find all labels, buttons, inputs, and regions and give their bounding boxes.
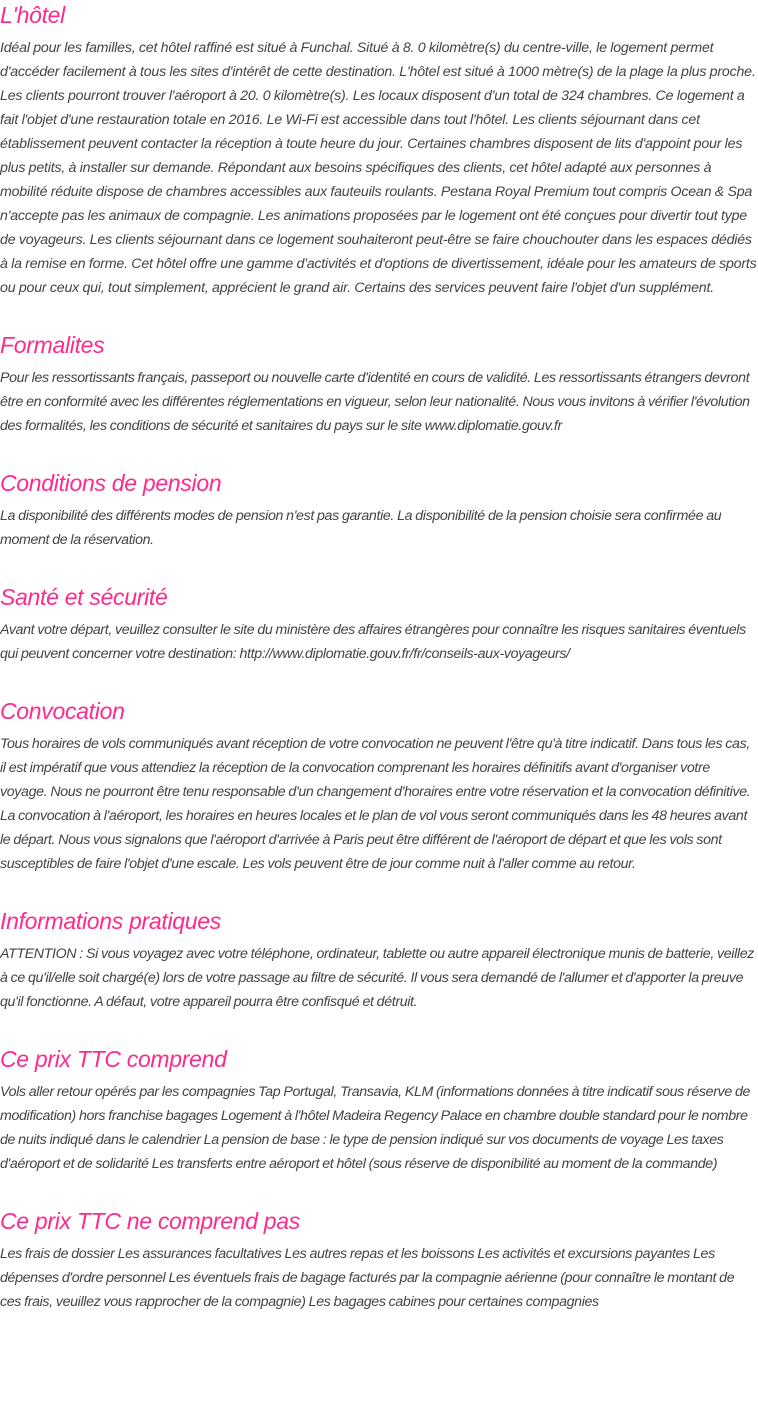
section-body-sante-securite: Avant votre départ, veuillez consulter le site du ministère des affaires étrangères pour connaître les risques sanitaires éventuels qui peuvent concerner votre destination: http://www.diplomatie.gouv.fr/fr/conseils-aux-voyageurs/ <box>0 622 746 662</box>
section-title-prix-comprend: Ce prix TTC comprend <box>0 1046 227 1072</box>
section-title-informations-pratiques: Informations pratiques <box>0 908 221 934</box>
section-prix-comprend <box>0 1044 758 1176</box>
section-sante-securite <box>0 582 758 666</box>
section-conditions-pension <box>0 468 758 552</box>
section-body-prix-ne-comprend-pas: Les frais de dossier Les assurances facultatives Les autres repas et les boissons Les activités et excursions payantes Les dépenses d'ordre personnel Les éventuels frais de bagage facturés par la compagnie aérienne (pour connaître le montant de ces frais, veuillez vous rapprocher de la compagnie) Les bagages cabines pour certaines compagnies <box>0 1246 735 1310</box>
section-convocation <box>0 696 758 876</box>
section-title-conditions-pension: Conditions de pension <box>0 470 222 496</box>
section-body-prix-comprend: Vols aller retour opérés par les compagnies Tap Portugal, Transavia, KLM (informations données à titre indicatif sous réserve de modification) hors franchise bagages Logement à l'hôtel Madeira Regency Palace en chambre double standard pour le nombre de nuits indiqué dans le calendrier La pension de base : le type de pension indiqué sur vos documents de voyage Les taxes d'aéroport et de solidarité Les transferts entre aéroport et hôtel (sous réserve de disponibilité au moment de la commande) <box>0 1084 751 1172</box>
section-body-conditions-pension: La disponibilité des différents modes de pension n'est pas garantie. La disponibilité de la pension choisie sera confirmée au moment de la réservation. <box>0 508 722 548</box>
section-formalites <box>0 330 758 438</box>
section-title-hotel: L'hôtel <box>0 2 65 28</box>
section-body-convocation: Tous horaires de vols communiqués avant réception de votre convocation ne peuvent l'être qu'à titre indicatif. Dans tous les cas, il est impératif que vous attendiez la réception de la convocation comprenant les horaires définitifs avant d'organiser votre voyage. Nous ne pourront être tenu responsable d'un changement d'horaires entre votre réservation et la convocation définitive. La convocation à l'aéroport, les horaires en heures locales et le plan de vol vous seront communiqués dans les 48 heures avant le départ. Nous vous signalons que l'aéroport d'arrivée à Paris peut être différent de l'aéroport de départ et que les vols sont susceptibles de faire l'objet d'une escale. Les vols peuvent être de jour comme nuit à l'aller comme au retour. <box>0 736 751 872</box>
section-body-hotel: Idéal pour les familles, cet hôtel raffiné est situé à Funchal. Situé à 8. 0 kilomètre(s) du centre-ville, le logement permet d'accéder facilement à tous les sites d'intérêt de cette destination. L'hôtel est situé à 1000 mètre(s) de la plage la plus proche. Les clients pourront trouver l'aéroport à 20. 0 kilomètre(s). Les locaux disposent d'un total de 324 chambres. Ce logement a fait l'objet d'une restauration totale en 2016. Le Wi-Fi est accessible dans tout l'hôtel. Les clients séjournant dans cet établissement peuvent contacter la réception à toute heure du jour. Certaines chambres disposent de lits d'appoint pour les plus petits, à installer sur demande. Répondant aux besoins spécifiques des clients, cet hôtel adapté aux personnes à mobilité réduite dispose de chambres accessibles aux fauteuils roulants. Pestana Royal Premium tout compris Ocean & Spa n'accepte pas les animaux de compagnie. Les animations proposées par le logement ont été conçues pour divertir tout type de voyageurs. Les clients séjournant dans ce logement souhaiteront peut-être se faire chouchouter dans les espaces dédiés à la remise en forme. Cet hôtel offre une gamme d'activités et d'options de divertissement, idéale pour les amateurs de sports ou pour ceux qui, tout simplement, apprécient le grand air. Certains des services peuvent faire l'objet d'un supplément. <box>0 40 757 296</box>
section-title-prix-ne-comprend-pas: Ce prix TTC ne comprend pas <box>0 1208 300 1234</box>
section-body-formalites: Pour les ressortissants français, passeport ou nouvelle carte d'identité en cours de validité. Les ressortissants étrangers devront être en conformité avec les différentes réglementations en vigueur, selon leur nationalité. Nous vous invitons à vérifier l'évolution des formalités, les conditions de sécurité et sanitaires du pays sur le site www.diplomatie.gouv.fr <box>0 370 750 434</box>
section-title-convocation: Convocation <box>0 698 125 724</box>
section-hotel <box>0 0 758 300</box>
section-title-formalites: Formalites <box>0 332 105 358</box>
section-prix-ne-comprend-pas <box>0 1206 758 1314</box>
section-title-sante-securite: Santé et sécurité <box>0 584 168 610</box>
section-informations-pratiques <box>0 906 758 1014</box>
section-body-informations-pratiques: ATTENTION : Si vous voyagez avec votre téléphone, ordinateur, tablette ou autre appareil électronique munis de batterie, veillez à ce qu'il/elle soit chargé(e) lors de votre passage au filtre de sécurité. Il vous sera demandé de l'allumer et d'apporter la preuve qu'il fonctionne. A défaut, votre appareil pourra être confisqué et détruit. <box>0 946 754 1010</box>
